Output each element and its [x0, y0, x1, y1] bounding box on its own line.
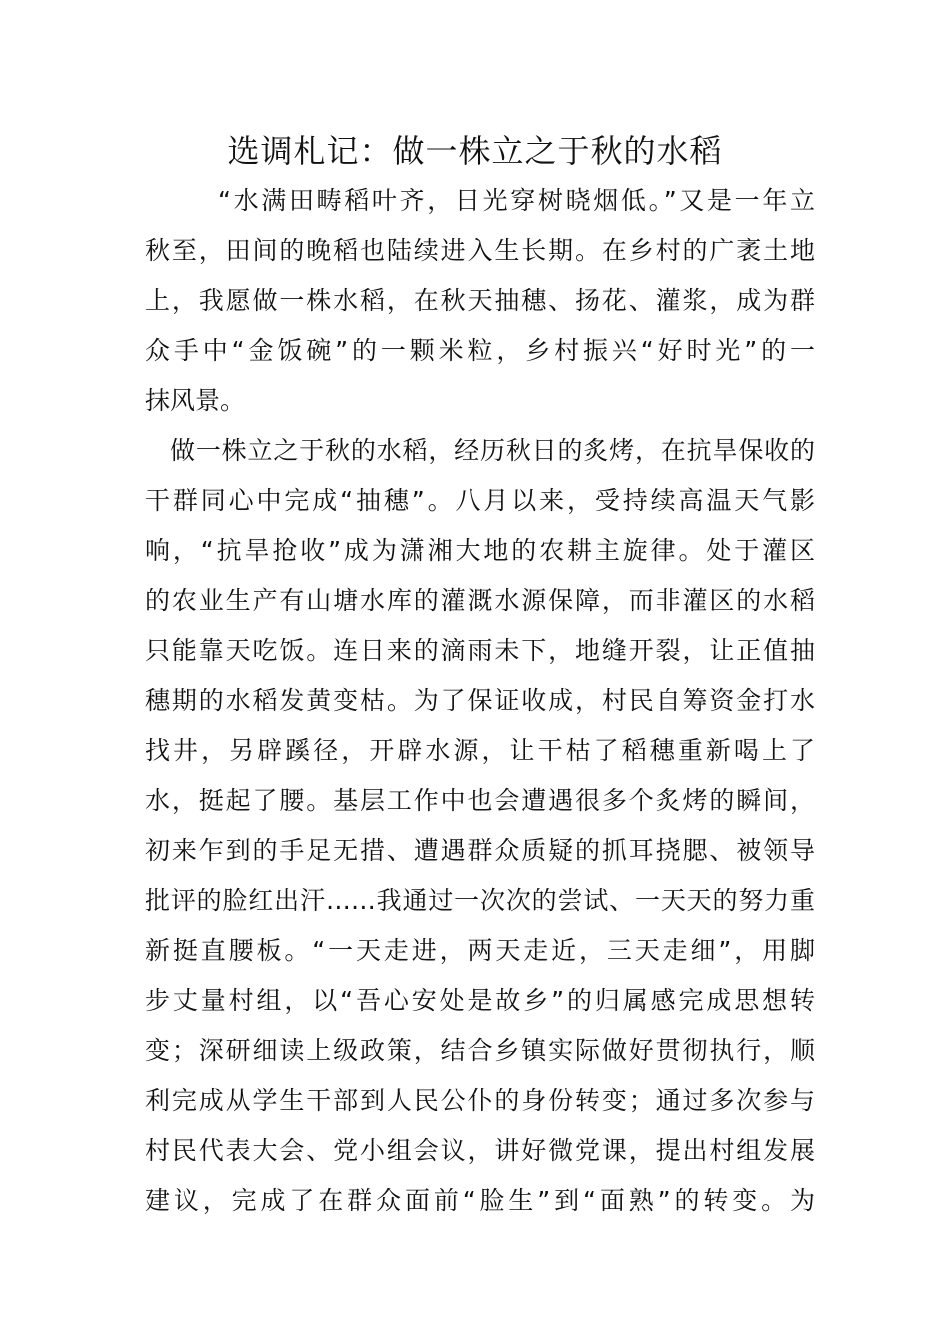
text-line: 水，挺起了腰。基层工作中也会遭遇很多个炙烤的瞬间， — [145, 786, 815, 815]
text-line: 抹风景。 — [145, 386, 246, 415]
text-line: 村民代表大会、党小组会议，讲好微党课，提出村组发展 — [145, 1136, 815, 1165]
text-line: 众手中“金饭碗”的一颗米粒，乡村振兴“好时光”的一 — [145, 336, 815, 365]
document-title: 选调札记：做一株立之于秋的水稻 — [227, 132, 723, 170]
text-line: 变；深研细读上级政策，结合乡镇实际做好贯彻执行，顺 — [145, 1036, 815, 1065]
text-line: 只能靠天吃饭。连日来的滴雨未下，地缝开裂，让正值抽 — [145, 636, 815, 665]
text-line: 初来乍到的手足无措、遭遇群众质疑的抓耳挠腮、被领导 — [145, 836, 815, 865]
text-line: 利完成从学生干部到人民公仆的身份转变；通过多次参与 — [145, 1086, 815, 1115]
text-line: 的农业生产有山塘水库的灌溉水源保障，而非灌区的水稻 — [145, 586, 815, 615]
text-line: “水满田畴稻叶齐，日光穿树晓烟低。”又是一年立 — [218, 186, 815, 215]
text-line: 做一株立之于秋的水稻，经历秋日的炙烤，在抗旱保收的 — [170, 436, 815, 465]
text-line: 新挺直腰板。“一天走进，两天走近，三天走细”，用脚 — [145, 936, 815, 965]
text-line: 穗期的水稻发黄变枯。为了保证收成，村民自筹资金打水 — [145, 686, 815, 715]
text-line: 步丈量村组，以“吾心安处是故乡”的归属感完成思想转 — [145, 986, 815, 1015]
text-line: 批评的脸红出汗……我通过一次次的尝试、一天天的努力重 — [145, 886, 815, 915]
text-line: 上，我愿做一株水稻，在秋天抽穗、扬花、灌浆，成为群 — [145, 286, 815, 315]
text-line: 建议，完成了在群众面前“脸生”到“面熟”的转变。为 — [145, 1186, 815, 1215]
text-line: 秋至，田间的晚稻也陆续进入生长期。在乡村的广袤土地 — [145, 236, 815, 265]
text-line: 干群同心中完成“抽穗”。八月以来，受持续高温天气影 — [145, 486, 815, 515]
text-line: 找井，另辟蹊径，开辟水源，让干枯了稻穗重新喝上了 — [145, 736, 815, 765]
text-line: 响，“抗旱抢收”成为潇湘大地的农耕主旋律。处于灌区 — [145, 536, 815, 565]
